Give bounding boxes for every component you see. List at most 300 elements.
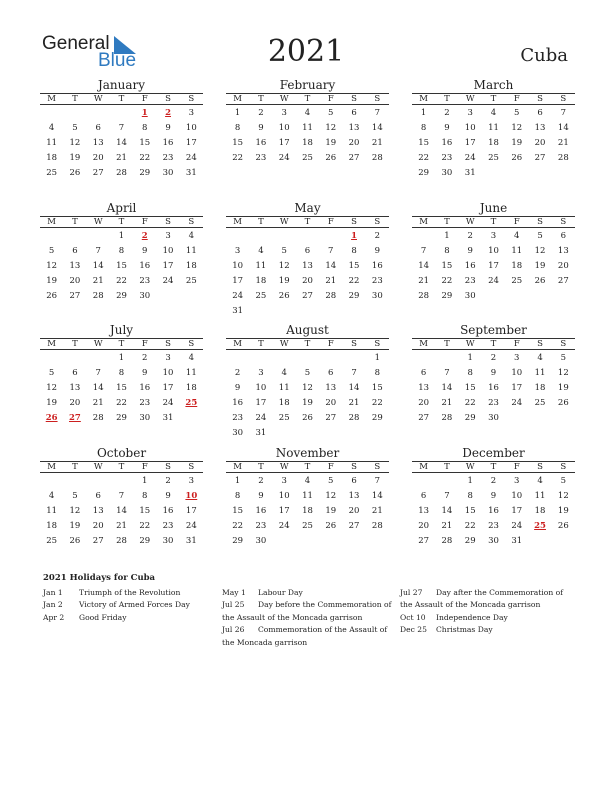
empty-day-cell [319,426,342,441]
weekday-header: F [327,94,334,104]
day-cell: 7 [351,367,357,378]
week-row [226,504,389,519]
day-cell: 22 [232,153,244,164]
day-cell: 19 [278,276,290,287]
day-cell: 24 [185,521,197,532]
day-cell: 26 [557,521,569,532]
day-cell: 15 [464,382,476,393]
weekday-header: S [188,94,195,104]
empty-day-cell [366,426,389,441]
day-cell: 18 [185,260,197,271]
day-cell: 24 [278,153,290,164]
day-cell: 25 [46,168,58,179]
weekday-header: S [188,339,195,349]
day-cell: 23 [232,413,244,424]
holiday-name: Good Friday [79,612,127,622]
empty-day-cell [156,289,179,304]
day-cell: 20 [418,398,430,409]
day-cell: 1 [118,352,125,363]
day-cell: 25 [302,153,313,164]
weekday-header: T [258,94,264,104]
empty-day-cell [552,534,575,549]
day-cell: 27 [418,536,430,547]
weekday-header-row [226,93,389,105]
weekday-header: S [165,94,171,104]
day-cell: 16 [371,260,383,271]
weekday-header: M [47,462,56,472]
empty-day-cell [412,474,435,489]
month-february [226,78,389,166]
day-cell: 28 [92,291,104,302]
week-row [226,534,389,549]
day-cell: 21 [418,276,430,287]
holiday-day-cell: 1 [351,230,357,241]
day-cell: 7 [444,367,450,378]
weekday-header: T [304,217,311,227]
day-cell: 17 [464,137,476,148]
day-cell: 28 [92,413,104,424]
week-row [40,366,203,381]
day-cell: 15 [116,382,127,393]
month-title: September [460,323,527,337]
day-cell: 31 [255,428,267,439]
day-cell: 18 [302,137,313,148]
weekday-header: S [560,217,567,227]
day-cell: 13 [418,382,430,393]
day-cell: 6 [72,367,78,378]
day-cell: 11 [46,137,58,148]
week-row [412,166,575,181]
month-may [226,201,389,319]
weekday-header: F [513,339,520,349]
weekday-header: F [141,94,148,104]
month-december [412,446,575,549]
weekday-header: F [513,462,520,472]
weekday-header: S [188,217,195,227]
week-row [40,534,203,549]
holiday-day-cell: 2 [165,107,171,118]
day-cell: 14 [92,382,104,393]
day-cell: 16 [488,505,499,516]
week-row [226,136,389,151]
week-row [412,366,575,381]
day-cell: 28 [418,291,430,302]
week-row [40,351,203,366]
week-row [226,106,389,121]
weekday-header: T [444,217,450,227]
weekday-header: S [374,462,381,472]
empty-day-cell [87,229,110,244]
day-cell: 18 [488,137,499,148]
weekday-header: S [351,94,357,104]
holiday-item [400,612,570,624]
year-title: 2021 [267,34,345,69]
day-cell: 4 [48,490,55,501]
week-row [40,519,203,534]
day-cell: 23 [139,276,151,287]
day-cell: 11 [46,505,58,516]
day-cell: 17 [488,260,499,271]
empty-day-cell [342,534,365,549]
day-cell: 24 [464,153,476,164]
weekday-header: S [351,339,357,349]
day-cell: 30 [488,536,499,547]
day-cell: 21 [116,153,127,164]
week-row [412,229,575,244]
day-cell: 5 [72,122,78,133]
day-cell: 22 [371,398,383,409]
day-cell: 3 [234,245,241,256]
day-cell: 23 [441,153,453,164]
day-cell: 14 [325,260,337,271]
day-cell: 9 [374,245,381,256]
weekday-header: S [374,217,381,227]
weekday-header: W [93,94,103,104]
day-cell: 25 [511,276,523,287]
day-cell: 14 [348,382,360,393]
month-title: July [109,323,134,337]
weekday-header-row [412,216,575,228]
day-cell: 13 [348,122,360,133]
holiday-name: Christmas Day [436,625,493,635]
day-cell: 19 [557,505,569,516]
empty-day-cell [482,289,505,304]
week-row [226,229,389,244]
day-cell: 10 [464,122,476,133]
day-cell: 18 [534,505,546,516]
week-row [40,106,203,121]
holiday-item [43,612,213,624]
week-row [226,366,389,381]
week-row [226,259,389,274]
day-cell: 10 [255,382,267,393]
day-cell: 31 [185,536,197,547]
day-cell: 24 [488,276,499,287]
day-cell: 19 [69,153,81,164]
holiday-item [222,587,392,599]
weekday-header: S [165,339,171,349]
day-cell: 18 [534,382,546,393]
holiday-date: Jul 25 [222,600,245,610]
day-cell: 12 [69,137,81,148]
day-cell: 1 [234,107,241,118]
day-cell: 20 [348,505,360,516]
day-cell: 2 [490,475,497,486]
day-cell: 27 [348,521,360,532]
day-cell: 17 [278,137,290,148]
day-cell: 29 [116,413,127,424]
empty-day-cell [249,304,272,319]
weekday-header: W [93,339,103,349]
day-cell: 20 [348,137,360,148]
day-cell: 21 [557,137,569,148]
holiday-name: Labour Day [258,588,303,597]
weekday-header: W [465,462,475,472]
weekday-header: F [141,339,148,349]
week-row [226,289,389,304]
month-august [226,323,389,441]
day-cell: 3 [188,107,195,118]
week-row [40,151,203,166]
day-cell: 19 [325,137,337,148]
weekday-header: M [419,339,428,349]
holiday-name: Triumph of the Revolution [79,588,181,597]
day-cell: 9 [444,122,450,133]
day-cell: 20 [418,521,430,532]
weekday-header: F [513,94,520,104]
holiday-date: Oct 10 [400,612,426,622]
day-cell: 4 [514,230,520,241]
week-row [226,489,389,504]
day-cell: 29 [116,291,127,302]
day-cell: 20 [302,276,313,287]
weekday-header: M [233,462,242,472]
weekday-header: T [490,94,497,104]
day-cell: 20 [69,398,81,409]
empty-day-cell [273,304,296,319]
day-cell: 7 [328,245,334,256]
day-cell: 22 [116,398,127,409]
holiday-column [222,587,392,649]
day-cell: 7 [420,245,427,256]
month-title: November [275,446,340,460]
day-cell: 14 [418,260,430,271]
day-cell: 2 [234,367,241,378]
day-cell: 30 [139,413,151,424]
day-cell: 13 [92,505,104,516]
week-row [226,274,389,289]
holiday-column [43,587,213,624]
day-cell: 9 [142,245,148,256]
empty-day-cell [528,289,551,304]
day-cell: 13 [69,382,81,393]
empty-day-cell [552,166,575,181]
day-cell: 20 [534,137,546,148]
empty-day-cell [40,229,63,244]
empty-day-cell [40,106,63,121]
empty-day-cell [412,229,435,244]
day-cell: 29 [418,168,430,179]
weekday-header: W [93,462,103,472]
day-cell: 26 [278,291,290,302]
day-cell: 5 [304,367,311,378]
day-cell: 27 [302,291,313,302]
day-cell: 13 [348,490,360,501]
day-cell: 21 [371,137,383,148]
weekday-header-row [226,461,389,473]
empty-day-cell [273,351,296,366]
weekday-header: T [118,94,125,104]
week-row [226,381,389,396]
day-cell: 19 [325,505,337,516]
day-cell: 20 [92,521,104,532]
day-cell: 23 [255,153,267,164]
week-row [40,381,203,396]
weekday-header: W [93,217,103,227]
day-cell: 27 [92,536,104,547]
day-cell: 11 [302,490,313,501]
day-cell: 10 [511,490,523,501]
day-cell: 11 [302,122,313,133]
day-cell: 4 [281,367,287,378]
weekday-header: F [141,217,148,227]
day-cell: 30 [139,291,151,302]
weekday-header: T [444,462,450,472]
weekday-header: W [279,217,289,227]
weekday-header: F [327,217,334,227]
day-cell: 13 [534,122,546,133]
month-january [40,78,203,181]
weekday-header: M [47,339,56,349]
week-row [412,244,575,259]
day-cell: 3 [258,367,264,378]
empty-day-cell [319,229,342,244]
day-cell: 23 [139,398,151,409]
day-cell: 27 [557,276,569,287]
week-row [40,244,203,259]
weekday-header: W [279,339,289,349]
week-row [412,489,575,504]
week-row [40,274,203,289]
weekday-header: F [513,217,520,227]
week-row [226,351,389,366]
day-cell: 1 [142,475,148,486]
empty-day-cell [435,351,458,366]
day-cell: 2 [490,352,497,363]
month-title: October [96,446,147,460]
day-cell: 11 [255,260,267,271]
day-cell: 5 [281,245,287,256]
day-cell: 8 [420,122,427,133]
day-cell: 25 [46,536,58,547]
weekday-header: T [258,462,264,472]
day-cell: 23 [162,153,174,164]
week-row [40,259,203,274]
day-cell: 6 [95,122,101,133]
day-cell: 17 [232,276,244,287]
weekday-header-row [226,338,389,350]
day-cell: 27 [92,168,104,179]
holiday-date: Dec 25 [400,625,427,635]
empty-day-cell [342,426,365,441]
day-cell: 23 [488,398,499,409]
day-cell: 24 [511,521,523,532]
day-cell: 3 [165,352,171,363]
empty-day-cell [528,411,551,426]
week-row [40,136,203,151]
day-cell: 27 [348,153,360,164]
day-cell: 4 [48,122,55,133]
day-cell: 2 [374,230,381,241]
weekday-header: F [327,462,334,472]
day-cell: 5 [514,107,520,118]
day-cell: 24 [255,413,267,424]
empty-day-cell [40,474,63,489]
day-cell: 5 [48,367,55,378]
day-cell: 19 [302,398,313,409]
empty-day-cell [63,351,86,366]
day-cell: 19 [557,382,569,393]
day-cell: 9 [258,122,264,133]
weekday-header: S [351,462,357,472]
day-cell: 5 [537,230,543,241]
day-cell: 28 [116,536,127,547]
holiday-day-cell: 2 [141,230,148,241]
weekday-header: S [537,94,543,104]
holiday-name: Victory of Armed Forces Day [79,600,190,610]
day-cell: 5 [560,352,567,363]
weekday-header: W [279,94,289,104]
day-cell: 29 [139,168,151,179]
month-april [40,201,203,304]
day-cell: 30 [464,291,476,302]
day-cell: 3 [514,352,520,363]
day-cell: 5 [48,245,55,256]
week-row [226,151,389,166]
day-cell: 12 [557,367,569,378]
day-cell: 1 [420,107,427,118]
day-cell: 17 [511,505,523,516]
day-cell: 22 [464,521,476,532]
day-cell: 25 [185,276,197,287]
month-title: December [462,446,525,460]
day-cell: 10 [162,367,174,378]
day-cell: 16 [162,137,174,148]
day-cell: 28 [116,168,127,179]
weekday-header: W [465,339,475,349]
day-cell: 26 [69,536,81,547]
holiday-name: Day after the Commemoration of the Assault of the Moncada garrison [400,588,564,610]
empty-day-cell [296,426,319,441]
day-cell: 16 [139,260,151,271]
day-cell: 21 [441,521,453,532]
day-cell: 9 [142,367,148,378]
day-cell: 28 [371,153,383,164]
weekday-header: S [537,462,543,472]
month-july [40,323,203,426]
day-cell: 24 [185,153,197,164]
day-cell: 24 [162,276,174,287]
weekday-header: T [72,217,78,227]
day-cell: 30 [371,291,383,302]
day-cell: 16 [139,382,151,393]
weekday-header: M [233,94,242,104]
day-cell: 25 [278,413,290,424]
day-cell: 19 [46,276,58,287]
week-row [226,426,389,441]
weekday-header: S [374,339,381,349]
day-cell: 28 [441,536,453,547]
month-november [226,446,389,549]
week-row [40,289,203,304]
day-cell: 13 [557,245,569,256]
day-cell: 12 [46,260,58,271]
empty-day-cell [296,229,319,244]
holiday-day-cell: 1 [141,107,148,118]
day-cell: 28 [371,521,383,532]
day-cell: 25 [534,398,546,409]
weekday-header-row [412,461,575,473]
day-cell: 8 [444,245,450,256]
day-cell: 26 [511,153,523,164]
day-cell: 22 [464,398,476,409]
weekday-header: T [444,339,450,349]
empty-day-cell [366,534,389,549]
day-cell: 15 [441,260,453,271]
week-row [226,519,389,534]
month-september [412,323,575,426]
week-row [412,259,575,274]
